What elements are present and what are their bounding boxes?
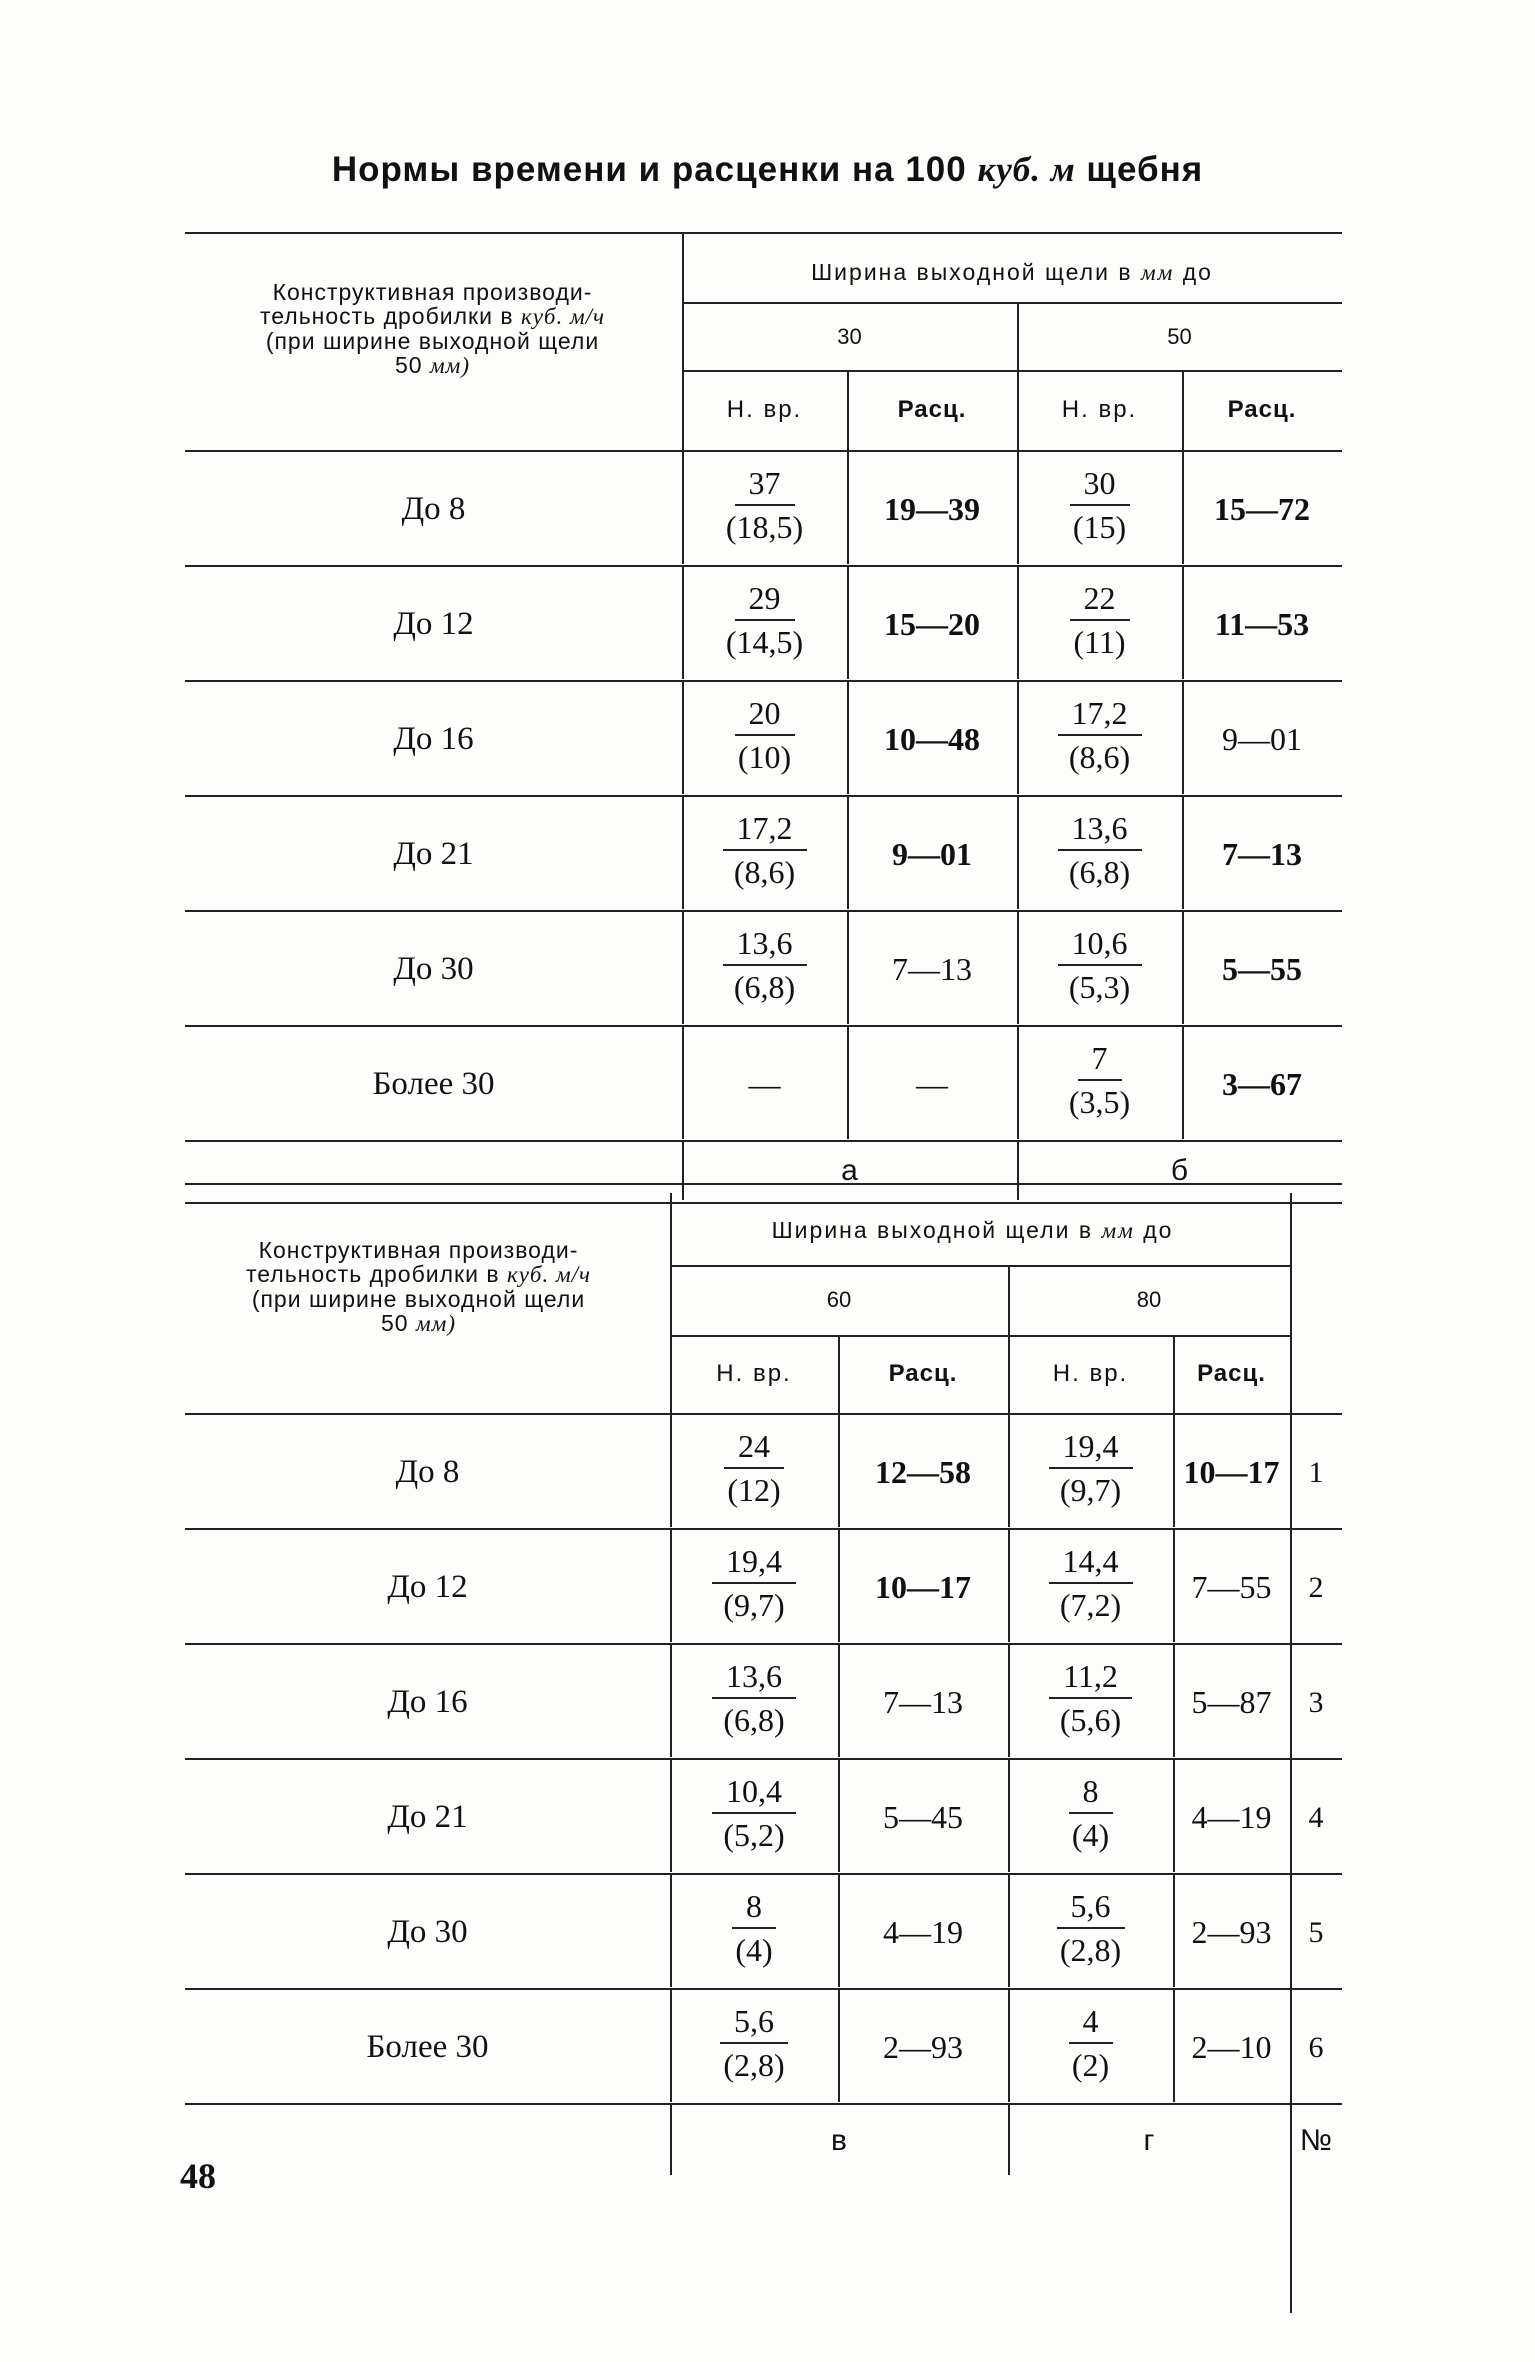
table-row <box>185 567 1342 682</box>
title-unit: куб. м <box>977 150 1076 189</box>
fraction-numerator: 13,6 <box>712 1655 796 1699</box>
group-header-text: Ширина выходной щели в <box>811 259 1133 285</box>
norm-time-fraction <box>1017 922 1182 1008</box>
norm-time-fraction <box>1008 1425 1173 1511</box>
rate-value: 2—93 <box>1191 1914 1272 1950</box>
row-label: До 8 <box>395 1454 460 1490</box>
fraction-numerator: 4 <box>1069 2000 1113 2044</box>
fraction-denominator: (5,2) <box>723 1817 785 1853</box>
fraction-denominator: (3,5) <box>1068 1084 1131 1120</box>
row-header-line: Конструктивная производи- <box>258 1237 579 1263</box>
row-label: До 30 <box>387 1914 468 1950</box>
fraction-denominator: (5,6) <box>1059 1702 1122 1738</box>
fraction-denominator: (8,6) <box>733 854 796 890</box>
row-header-line: Конструктивная производи- <box>272 279 593 305</box>
fraction-denominator: (8,6) <box>1068 739 1131 775</box>
group-header <box>682 242 1342 302</box>
column-letter-a: а <box>841 1154 858 1187</box>
row-header-caption <box>185 280 680 378</box>
number-sign: № <box>1299 2124 1333 2157</box>
norm-time-fraction <box>1008 1770 1173 1856</box>
table-row <box>185 797 1342 912</box>
row-header-line: тельность дробилки в <box>245 1261 500 1287</box>
fraction-denominator: (5,3) <box>1068 969 1131 1005</box>
fraction-numerator: 14,4 <box>1049 1540 1133 1584</box>
empty-dash: — <box>916 1066 948 1102</box>
rate-value: 15—20 <box>884 606 980 642</box>
rate-value: 15—72 <box>1214 491 1310 527</box>
table-row <box>185 452 1342 567</box>
width-header-60: 60 <box>826 1287 852 1312</box>
page-title <box>0 150 1535 190</box>
rate-value: 7—55 <box>1191 1569 1272 1605</box>
table-row <box>185 1875 1342 1990</box>
row-header-line: (при ширине выходной щели <box>265 328 600 354</box>
norm-time-fraction <box>1017 1037 1182 1123</box>
col-header-rate: Расц. <box>1197 1360 1266 1387</box>
row-number: 4 <box>1308 1801 1324 1834</box>
fraction-denominator: (2,8) <box>723 2047 785 2083</box>
fraction-numerator: 20 <box>735 692 795 736</box>
group-header-text: Ширина выходной щели в <box>771 1217 1094 1243</box>
fraction-denominator: (2) <box>1071 2047 1110 2083</box>
row-label: До 12 <box>393 606 474 642</box>
fraction-numerator: 17,2 <box>1058 692 1142 736</box>
norm-time-fraction <box>1017 807 1182 893</box>
fraction-denominator: (4) <box>735 1932 773 1968</box>
fraction-denominator: (10) <box>737 739 792 775</box>
fraction-numerator: 10,4 <box>712 1770 796 1814</box>
rate-value: 5—45 <box>883 1799 963 1835</box>
norm-time-fraction <box>670 1885 838 1971</box>
rate-value: 2—10 <box>1191 2029 1272 2065</box>
fraction-numerator: 8 <box>1069 1770 1113 1814</box>
norm-time-fraction <box>1008 1885 1173 1971</box>
table-top-rule <box>185 232 1342 234</box>
norm-time-fraction <box>1008 1540 1173 1626</box>
norm-time-fraction <box>670 1770 838 1856</box>
fraction-numerator: 5,6 <box>1057 1885 1125 1929</box>
fraction-numerator: 13,6 <box>1058 807 1142 851</box>
rate-value: 3—67 <box>1222 1066 1302 1102</box>
row-label: До 8 <box>401 491 466 527</box>
fraction-denominator: (12) <box>727 1472 781 1508</box>
fraction-numerator: 7 <box>1078 1037 1122 1081</box>
row-label: До 12 <box>387 1569 468 1605</box>
row-label: Более 30 <box>366 2029 489 2065</box>
row-header-line: (при ширине выходной щели <box>251 1286 586 1312</box>
row-label: До 21 <box>387 1799 468 1835</box>
fraction-numerator: 17,2 <box>723 807 807 851</box>
width-header-80: 80 <box>1136 1287 1162 1312</box>
fraction-denominator: (7,2) <box>1059 1587 1122 1623</box>
row-header-caption <box>175 1238 662 1336</box>
row-number: 2 <box>1308 1571 1324 1604</box>
norm-time-fraction <box>670 2000 838 2086</box>
table-top-rule <box>185 1183 1342 1185</box>
rate-value: 10—17 <box>1183 1454 1280 1490</box>
group-header-unit: мм <box>1140 260 1175 285</box>
table-row <box>185 1415 1342 1530</box>
rate-value: 12—58 <box>875 1454 971 1490</box>
fraction-numerator: 19,4 <box>712 1540 796 1584</box>
rate-value: 5—55 <box>1222 951 1302 987</box>
norm-time-fraction <box>670 1540 838 1626</box>
row-number: 6 <box>1308 2031 1324 2064</box>
fraction-numerator: 37 <box>735 462 795 506</box>
norm-time-fraction <box>670 1425 838 1511</box>
row-header-unit: мм) <box>429 353 470 378</box>
norm-time-fraction <box>682 922 847 1008</box>
fraction-numerator: 29 <box>735 577 795 621</box>
norm-time-fraction <box>682 577 847 663</box>
fraction-numerator: 5,6 <box>720 2000 788 2044</box>
rate-value: 7—13 <box>1222 836 1302 872</box>
row-number: 3 <box>1308 1686 1324 1719</box>
empty-dash: — <box>748 1066 781 1102</box>
norm-time-fraction <box>1008 2000 1173 2086</box>
row-label: До 16 <box>393 721 474 757</box>
rate-value: 19—39 <box>884 491 980 527</box>
rate-value: 5—87 <box>1191 1684 1272 1720</box>
col-header-norm-time: Н. вр. <box>726 396 803 423</box>
norm-time-fraction <box>1008 1655 1173 1741</box>
row-number: 1 <box>1308 1456 1324 1489</box>
col-header-rate: Расц. <box>897 396 967 423</box>
rate-value: 2—93 <box>883 2029 963 2065</box>
fraction-numerator: 22 <box>1070 577 1130 621</box>
norm-time-fraction <box>682 807 847 893</box>
fraction-denominator: (6,8) <box>733 969 796 1005</box>
fraction-denominator: (4) <box>1071 1817 1110 1853</box>
norm-time-fraction <box>682 692 847 778</box>
rate-value: 9—01 <box>892 836 972 872</box>
group-header-suffix: до <box>1182 259 1213 285</box>
group-header-suffix: до <box>1143 1217 1174 1243</box>
fraction-denominator: (11) <box>1073 624 1126 660</box>
fraction-denominator: (15) <box>1072 509 1127 545</box>
width-header-30: 30 <box>837 324 862 349</box>
group-header <box>670 1195 1275 1265</box>
norm-time-fraction <box>670 1655 838 1741</box>
fraction-denominator: (2,8) <box>1059 1932 1122 1968</box>
row-label: Более 30 <box>372 1066 495 1102</box>
table-row <box>185 912 1342 1027</box>
page-number: 48 <box>180 2156 216 2196</box>
fraction-numerator: 10,6 <box>1058 922 1142 966</box>
rate-value: 10—17 <box>875 1569 971 1605</box>
col-header-rate: Расц. <box>1227 396 1297 423</box>
norm-time-fraction <box>1017 692 1182 778</box>
rate-value: 4—19 <box>883 1914 963 1950</box>
fraction-denominator: (14,5) <box>725 624 804 660</box>
row-header-unit: куб. м/ч <box>520 304 606 329</box>
col-header-norm-time: Н. вр. <box>1061 396 1138 423</box>
row-header-line: 50 <box>381 1310 409 1336</box>
row-header-line: тельность дробилки в <box>259 303 514 329</box>
width-header-50: 50 <box>1167 324 1192 349</box>
rate-value: 11—53 <box>1214 606 1310 642</box>
row-header-line: 50 <box>395 352 423 378</box>
table-row <box>185 1027 1342 1142</box>
fraction-numerator: 30 <box>1070 462 1130 506</box>
table-row <box>185 1990 1342 2105</box>
col-header-norm-time: Н. вр. <box>1052 1360 1129 1387</box>
table-row <box>185 1645 1342 1760</box>
column-letter-g: г <box>1143 2124 1155 2157</box>
fraction-numerator: 13,6 <box>723 922 807 966</box>
norm-time-fraction <box>682 462 847 548</box>
fraction-numerator: 19,4 <box>1049 1425 1133 1469</box>
table-row <box>185 682 1342 797</box>
fraction-denominator: (9,7) <box>723 1587 785 1623</box>
column-letter-v: в <box>831 2124 847 2157</box>
rate-value: 4—19 <box>1191 1799 1272 1835</box>
row-label: До 21 <box>393 836 474 872</box>
norm-time-fraction <box>1017 577 1182 663</box>
fraction-denominator: (9,7) <box>1059 1472 1122 1508</box>
row-number: 5 <box>1308 1916 1324 1949</box>
group-header-unit: мм <box>1101 1218 1135 1243</box>
rate-value: 9—01 <box>1222 721 1302 757</box>
row-header-unit: мм) <box>415 1311 456 1336</box>
table-row <box>185 1530 1342 1645</box>
fraction-numerator: 8 <box>732 1885 776 1929</box>
fraction-denominator: (18,5) <box>725 509 804 545</box>
col-header-norm-time: Н. вр. <box>716 1360 792 1387</box>
title-suffix: щебня <box>1086 150 1204 189</box>
row-header-unit: куб. м/ч <box>506 1262 592 1287</box>
fraction-numerator: 11,2 <box>1049 1655 1132 1699</box>
table-row <box>185 1760 1342 1875</box>
rate-value: 10—48 <box>884 721 980 757</box>
norm-time-fraction <box>1017 462 1182 548</box>
column-letter-b: б <box>1170 1154 1189 1187</box>
row-label: До 16 <box>387 1684 468 1720</box>
fraction-denominator: (6,8) <box>723 1702 785 1738</box>
fraction-denominator: (6,8) <box>1068 854 1131 890</box>
title-prefix: Нормы времени и расценки на 100 <box>331 150 967 189</box>
fraction-numerator: 24 <box>724 1425 784 1469</box>
row-label: До 30 <box>393 951 474 987</box>
col-header-rate: Расц. <box>888 1360 958 1387</box>
rate-value: 7—13 <box>883 1684 963 1720</box>
rate-value: 7—13 <box>892 951 972 987</box>
